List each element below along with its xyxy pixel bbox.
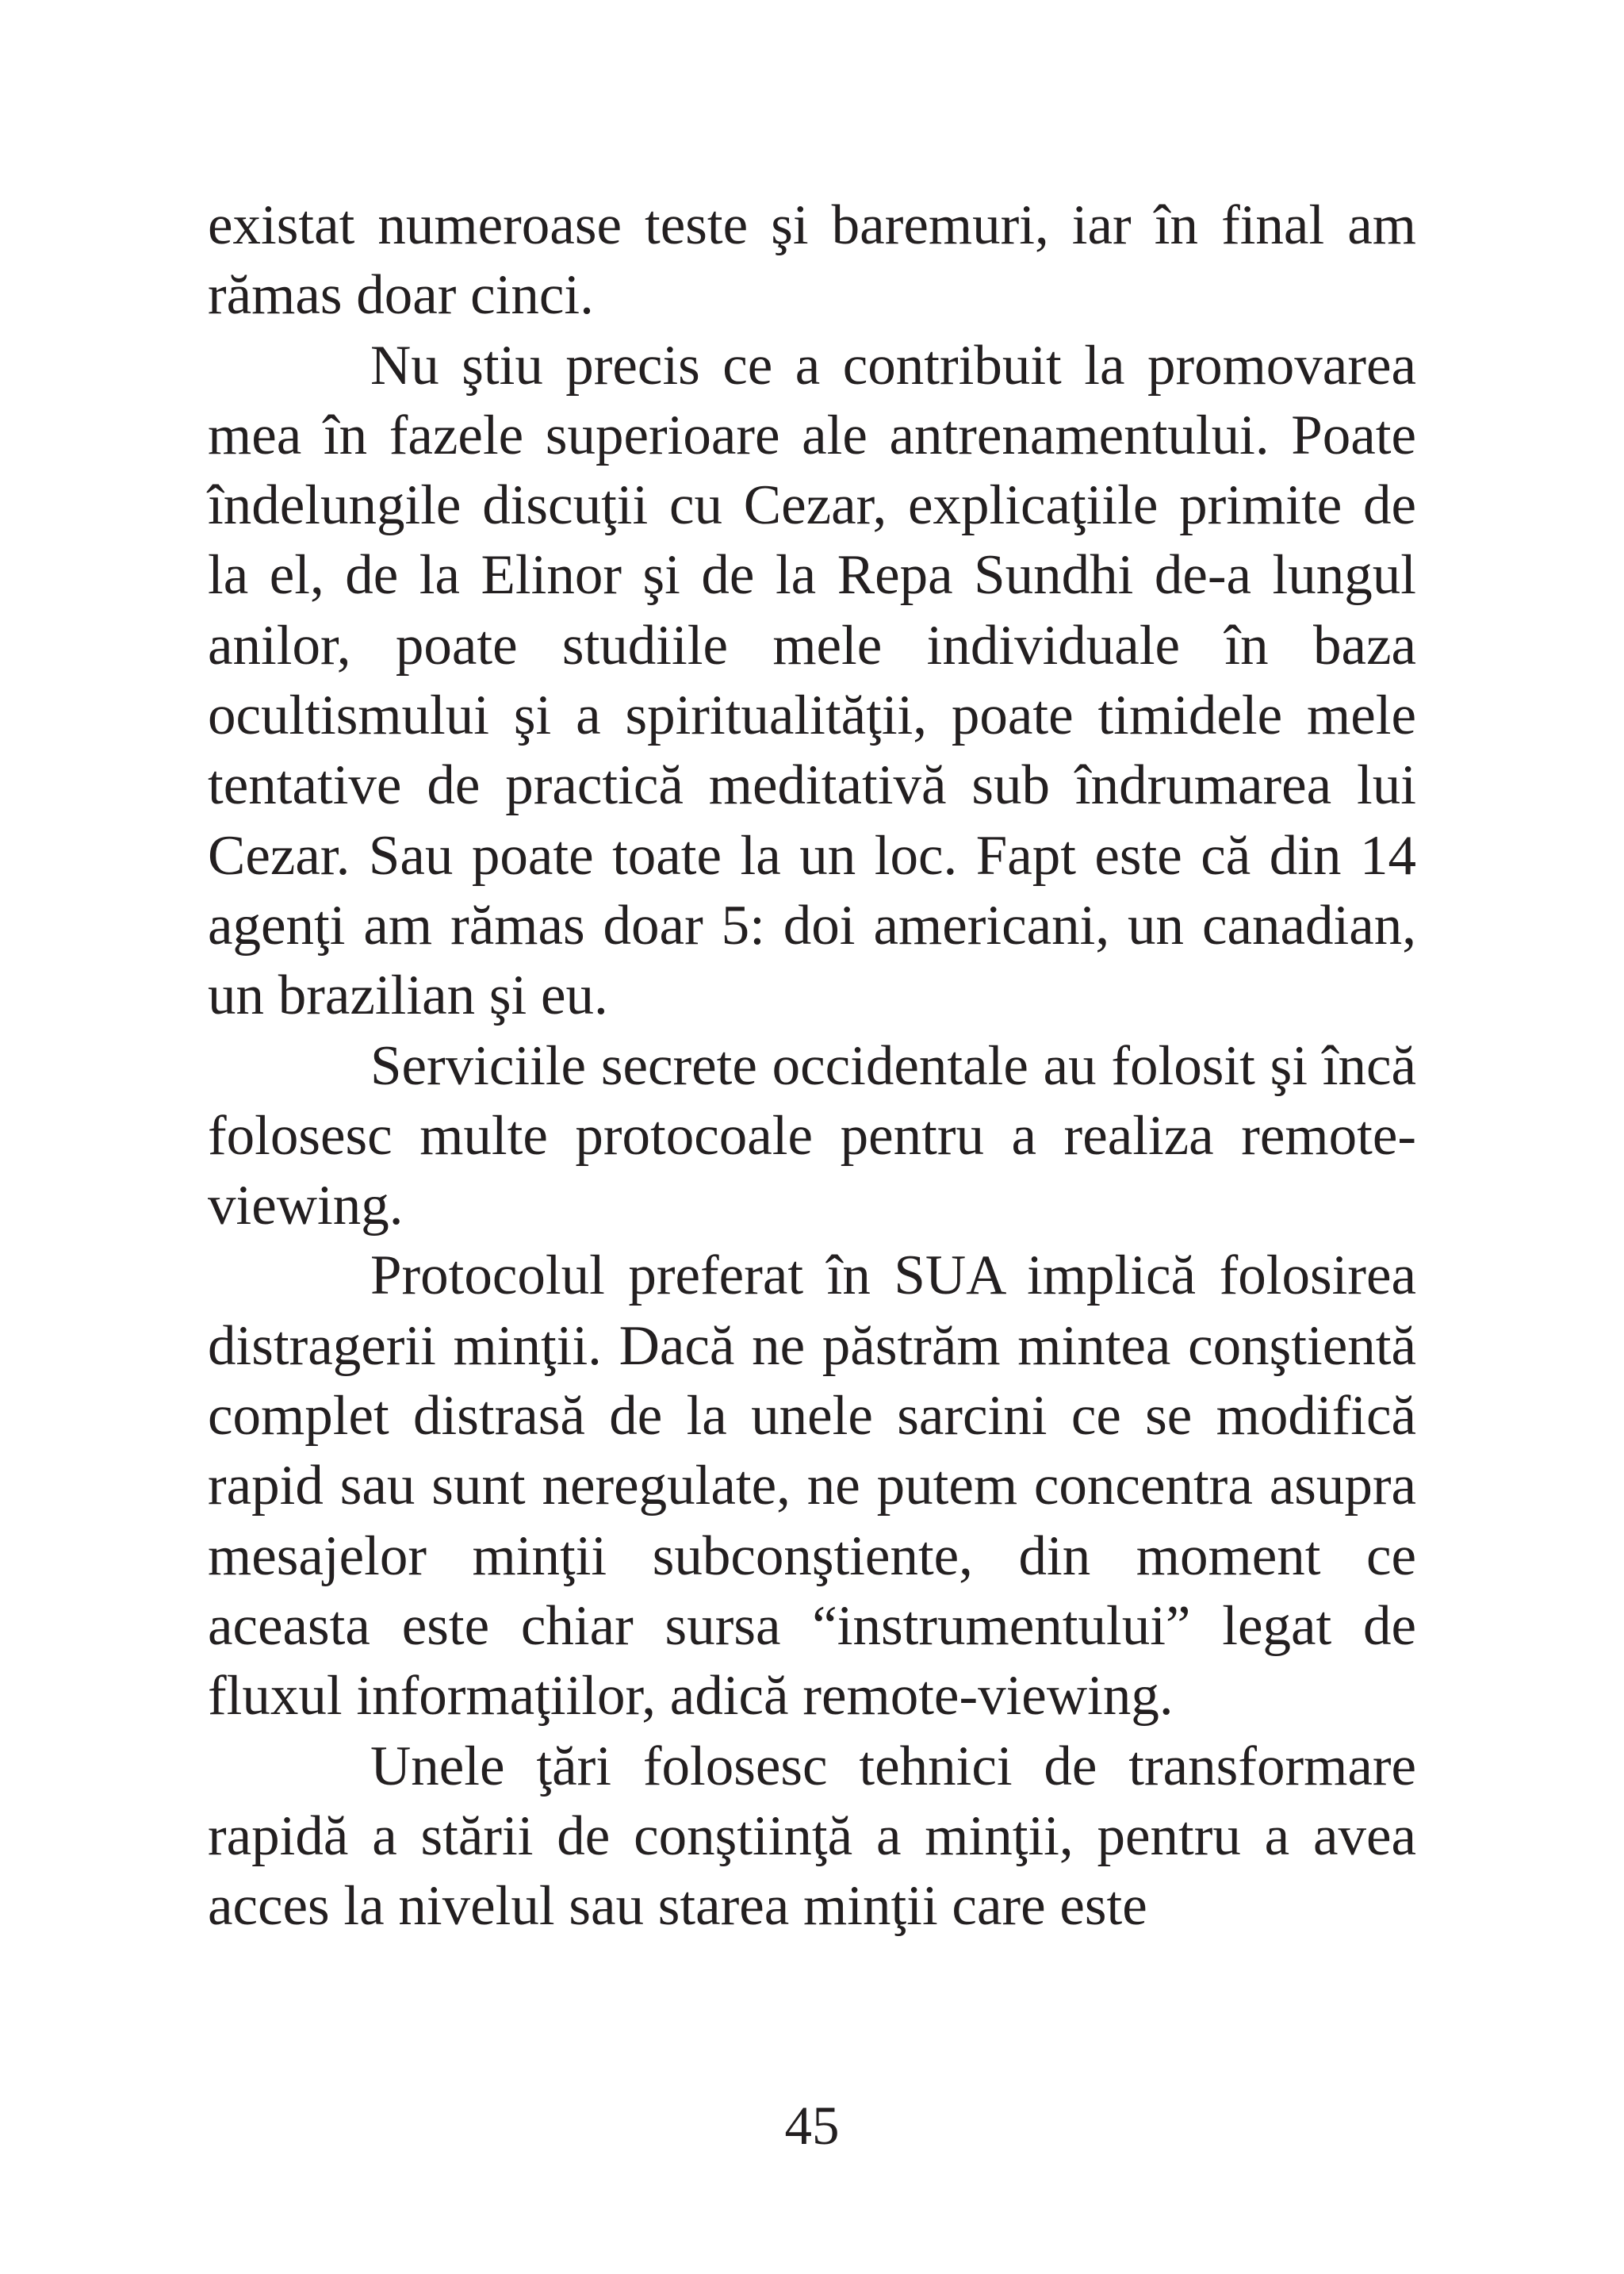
paragraph: Protocolul preferat în SUA implică folosirea distragerii minţii. Dacă ne păstrăm mintea conştientă complet distrasă de la unele sarcini ce se modifică rapid sau sunt neregulate, ne putem concentra asupra mesajelor minţii subconştiente, din moment ce aceasta este chiar sursa “instrumentului” legat de fluxul informaţiilor, adică remote-viewing. bbox=[208, 1244, 1416, 1728]
paragraph-continued: existat numeroase teste şi baremuri, iar în final am rămas doar cinci. bbox=[208, 194, 1416, 327]
paragraph: Nu ştiu precis ce a contribuit la promovarea mea în fazele superioare ale antrenamentului. Poate îndelungile discuţii cu Cezar, explicaţiile primite de la el, de la Elinor şi de la Repa Sundhi de-a lungul anilor, poate studiile mele individuale în baza ocultismului şi a spiritualităţii, poate timidele mele tentative de practică meditativă sub îndrumarea lui Cezar. Sau poate toate la un loc. Fapt este că din 14 agenţi am rămas doar 5: doi americani, un canadian, un brazilian şi eu. bbox=[208, 334, 1416, 1027]
paragraph: Serviciile secrete occidentale au folosit şi încă folosesc multe protocoale pentru a realiza remote-viewing. bbox=[208, 1034, 1416, 1237]
page-number: 45 bbox=[784, 2096, 840, 2156]
body-text bbox=[208, 190, 1416, 1941]
paragraph: Unele ţări folosesc tehnici de transformare rapidă a stării de conştiinţă a minţii, pentru a avea acces la nivelul sau starea minţii care este bbox=[208, 1735, 1416, 1938]
